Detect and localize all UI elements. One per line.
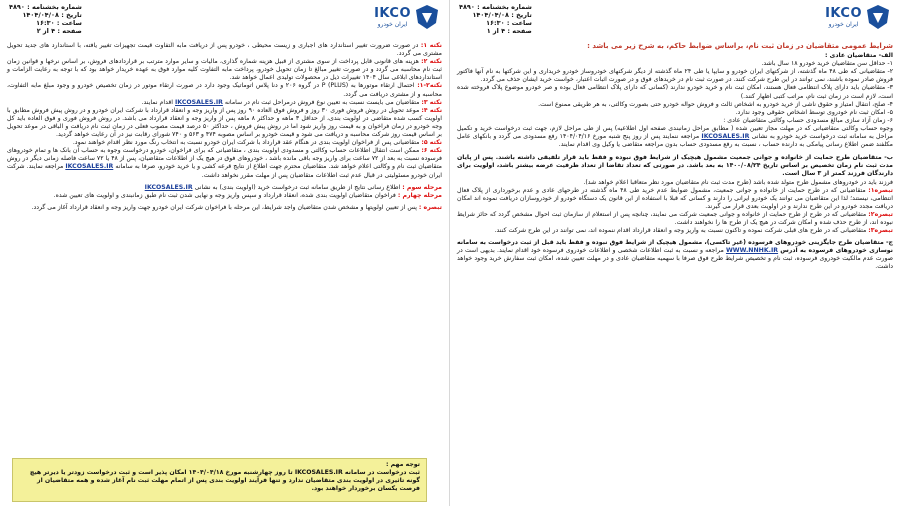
- condition-6-text: وجوه حساب وکالتی متقاضیانی که در مهلت مجاز تعیین شده ( مطابق مراحل زمانبندی صفحه اول اطلاعیه) پس از طی مراحل لازم، جهت ثبت درخواست خرید و تکمیل مراحل به سامانه ثبت درخواست خرید خودرو به نشانی IKCOSALES.IR مراجعه ننمایند پس از روز پنج شنبه مورخ ۱۴۰۴/۰۴/۱۶ رفع مسدودی می گردد و بانکهای عامل مکلفند ضمن اطلاع رسانی پیامکی به دارنده حساب ، نسبت به رفع مسدودی حساب بدون مراجعه متقاضی یا وکیل وی اقدام نمایند.: [457, 124, 893, 149]
- page-number: صفحه : ۴ از ۱: [486, 27, 532, 35]
- condition-1: ۱- حداقل سن متقاضیان خرید خودرو ۱۸ سال باشد.: [761, 60, 893, 68]
- section-a-title: الف- متقاضیان عادی :: [825, 52, 893, 60]
- page-2-content: [7, 42, 442, 212]
- condition-5: ۵- امکان ثبت نام خودروی توسط اشخاص حقوقی وجود ندارد.: [735, 108, 893, 116]
- note-final: تبصره : پس از تعیین اولویتها و مشخص شدن متقاضیان واجد شرایط، این مرحله با فراخوان شرکت ایران خودرو جهت واریز وجه و انعقاد قرارداد آغاز می گردد.: [31, 203, 442, 211]
- document-date: تاریخ : ۱۴۰۴/۰۴/۰۸: [22, 11, 82, 19]
- note-2: نکته ۲: هزینه های قانونی قابل پرداخت از سوی مشتری از قبیل هزینه شماره گذاری، مالیات و سایر موارد مترتب بر قراردادهای فروش، بر اساس نرخها و قوانین زمان ثبت نام محاسبه می گردد و در صورت تغییر مبالغ تا زمان تحویل خودرو، پرداخت مابه التفاوت کلیه موارد فوق به عهده خریدار خواهد بود که با توجه به رعایت الزامات و استانداردهای ابلاغی سال ۱۴۰۴ تغییرات ذیل در محصولات تولیدی اعمال خواهد شد.: [7, 58, 442, 82]
- section-b-title: ب- متقاضیان طرح حمایت از خانواده و جوانی جمعیت مشمول هیچیک از شرایط فوق نبوده و فقط باید قرار تلفیقی داشته باشند. پس از پایان مدت ثبت نام زمان تخصیص بر اساس تاریخ ۱۴۰۰/۰۸/۲۴ به بعد باشد. در صورتی که تعداد تقاضا از تعداد ظرفیت عرضه بیشتر باشد، اولویت برای دارندگان فرزند کمتر از ۳ سال است.: [457, 154, 893, 178]
- document-time: ساعت : ۱۶:۳۰: [36, 19, 82, 27]
- conditions-heading: شرایط عمومی متقاضیان در زمان ثبت نام، براساس ضوابط حاکم، به شرح زیر می باشد :: [587, 42, 893, 50]
- note-1: نکته ۱: در صورت ضرورت تغییر استاندارد های اجباری و زیست محیطی ، خودرو پس از دریافت مابه التفاوت قیمت تجهیزات تغییر یافته، با استاندارد های جدید تحویل مشتری می گردد.: [7, 42, 442, 58]
- note-6: نکته ۶: ممکن است انتقال اطلاعات حساب وکالتی و مسدودی اولویت بندی ، متقاضیانی که برای فراخوان، خودرو درخواست وجوه به حساب آن بانک ها و تمام خودروهای فرسوده نسبت به بعد از ۷۲ ساعت برای واریز وجه باقی مانده باشد ، خودروهای فوق در هیچ یک از اطلاعات متقاضیان، پس از ۴۸ یا ۷۲ ساعت فاصله زمانی دیگر در روش متقاضیان ثبت نام و وکالتی اعلام خواهد شد. متقاضیان محترم جهت اطلاع از نتایج قرعه کشی و یا خرید خودرو، صرفا به سامانه IKCOSALES.IR مراجعه نمایند. شرکت ایران خودرو مسئولیتی در قبال عدم ثبت اطلاعات متقاضیان پس از مهلت مقرر نخواهد داشت.: [7, 147, 442, 179]
- page-header: [457, 2, 893, 42]
- document-time: ساعت : ۱۶:۳۰: [486, 19, 532, 27]
- ikcosales-link[interactable]: IKCOSALES.IR: [175, 98, 223, 106]
- ikco-shield-icon: [865, 4, 891, 30]
- ikcosales-link[interactable]: IKCOSALES.IR: [701, 133, 750, 141]
- document-date: تاریخ : ۱۴۰۴/۰۴/۰۸: [472, 11, 532, 19]
- note-5: نکته ۵: متقاضیانی پس از فراخوان اولویت بندی در هنگام عقد قرارداد با شرکت ایران خودرو نسبت به انتخاب رنگ مورد نظر اقدام خواهند نمود.: [72, 139, 442, 147]
- logo-subtext: ایران خودرو: [377, 21, 408, 28]
- page-header: [7, 2, 442, 42]
- note-4: نکته ۴: موعد تحویل در روش فروش فوری ۳۰ روز و فروش فوق العاده ۹۰ روز پس از واریز وجه و انعقاد قرارداد با شرکت ایران خودرو و در روش پیش فروش مطابق با اولویت کسب شده متقاضی در اولویت بندی، از حداقل ۳ ماهه و حداکثر ۸ ماهه پس از واریز وجه و انعقاد قرارداد می باشد. در روش فروش فوری و فوق العاده باید کل وجه خودرو در زمان فراخوان و به قیمت روز واریز شود اما در روش پیش فروش ، حداکثر ۵۰ درصد قیمت مصوب فعلی در زمان ثبت نام دریافت و الباقی در موعد تحویل بر اساس قیمت روز شرکت محاسبه و دریافت می شود و قیمت خودرو بر اساس مصوبه ۴۷۴ و ۵۶۳ و ۷۴۰ شورای رقابت نیز در آن رعایت خواهد گردید.: [7, 106, 443, 139]
- condition-6: ۶- زمان آزاد سازی مبالغ مسدودی حساب وکالتی متقاضیان عادی :: [723, 116, 893, 124]
- condition-2: ۲- متقاضیانی که طی ۴۸ ماه گذشته، از شرکتهای ایران خودرو و سایپا یا طی ۲۴ ماه گذشته از دیگر شرکتهای خودروساز خودرو خریداری و این شرکتها به نام آنها فاکتور فروش صادر نموده باشند، نمی توانند در این طرح شرکت کنند. در صورت ثبت نام در خریدهای فوق و در صورت اثبات اعتبار، خواست خرید ایشان حذف می گردد.: [457, 68, 894, 84]
- condition-3: ۳- متقاضیان باید دارای پلاک انتظامی فعال هستند، امکان ثبت نام و خرید خودرو ندارند (کسانی که دارای پلاک انتظامی فعال بوده و صر خودرو موضوع پلاک فروخته شده است، لازم است در زمان ثبت نام، مراتب کتبی اظهار کنند.): [457, 84, 893, 100]
- ikcosales-link[interactable]: IKCOSALES.IR: [144, 183, 193, 191]
- condition-4: ۴- صلح، انتقال امتیاز و حقوق ناشی از خرید خودرو به اشخاص ثالث و فروش حواله خودرو حتی بصورت وکالتی، به هر طریقی ممنوع است.: [538, 100, 893, 108]
- note-2-1: نکته۲-۱: احتمال ارتقاء موتورها به (PLUS) P در گروه ۲۰۶ و دنا پلاس اتوماتیک وجود دارد در صورت ارتقاء موتور در زمان تخصیص خودرو و وجود مبلغ مابه التفاوت، محاسبه و از مشتری دریافت می گردد.: [7, 82, 443, 98]
- important-notice-box: [12, 458, 427, 502]
- logo-subtext: ایران خودرو: [828, 21, 859, 28]
- nnhk-link[interactable]: WWW.NNHK.IR: [725, 247, 779, 255]
- ikcosales-link[interactable]: IKCOSALES.IR: [65, 163, 114, 171]
- logo-text: IKCO: [374, 6, 411, 21]
- section-c: ج- متقاضیان طرح جایگزینی خودروهای فرسوده (غیر تاکسی)، مشمول هیچیک از شرایط فوق نبوده و فقط باید قبل از ثبت درخواست به سامانه نوسازی خودروهای فرسوده به آدرس WWW.NNHK.IR مراجعه و نسبت به ثبت اطلاعات شخصی و اطلاعات خودروی فرسوده خود اقدام نمایند. بدیهی است در صورت عدم مالکیت خودروی فرسوده، ثبت نام و تخصیص شرایط طرح فوق صرفا با سهمیه متقاضیان عادی و در مهلت تعیین شده، امکان ثبت سفارش خرید وجود خواهد داشت.: [457, 239, 893, 271]
- document-page-1: [450, 0, 900, 506]
- circular-number: شماره بخشنامه : ۴۸۹۰: [9, 3, 82, 11]
- document-meta: [459, 3, 532, 35]
- notice-text: ثبت درخواست در سامانه IKCOSALES.IR تا روز چهارشنبه مورخ ۱۴۰۴/۰۴/۱۸ امکان پذیر است و ثبت درخواست زودتر یا دیرتر هیچ گونه تاثیری در اولویت بندی متقاضیان ندارد و تنها فرآیند اولویت بندی پس از اتمام مهلت ثبت نام آغاز شده و همه متقاضیان از فرصت یکسان برخوردار خواهند بود.: [29, 469, 420, 492]
- note-3: نکته ۳: متقاضیان می بایست نسبت به تعیین نوع فروش درمراحل ثبت نام در سامانه IKCOSALES.IR اقدام نمایند.: [141, 98, 442, 106]
- section-b-note: فرزند باید در خودروهای مشمول طرح متولد شده باشد (طرح مدت ثبت نام متقاضیان مورد نظر متعاقبا اعلام خواهد شد).: [583, 178, 893, 186]
- page-number: صفحه : ۴ از ۲: [36, 27, 82, 35]
- tabsare-2: تبصره۲: متقاضیانی که در طرح از طرح حمایت از خانواده و جوانی جمعیت شرکت می نمایند، چنانچه پس از استعلام از سازمان ثبت احوال مشخص گردد که حائز شرایط نبوده اند، از طرح حذف شده و امکان شرکت در هیچ یک از طرح ها را نخواهند داشت.: [457, 210, 894, 226]
- page-1-content: [457, 42, 893, 272]
- ikco-logo: [825, 4, 891, 30]
- ikco-logo: [374, 4, 440, 30]
- ikco-shield-icon: [414, 4, 440, 30]
- circular-number: شماره بخشنامه : ۴۸۹۰: [459, 3, 532, 11]
- tabsare-3: تبصره۳: متقاضیانی که در طرح های قبلی شرکت نموده و تاکنون نسبت به واریز وجه و انعقاد قرارداد اقدام ننموده اند، نمی توانند در این طرح شرکت کنند.: [494, 227, 893, 235]
- stage-4: مرحله چهارم : فراخوان متقاضیان اولویت بندی شده، انعقاد قرارداد و سپس واریز وجه و نهایی شدن ثبت نام طبق زمانبندی و اولویت های تعیین شده.: [53, 191, 442, 199]
- logo-text: IKCO: [825, 6, 862, 21]
- document-meta: [9, 3, 82, 35]
- stage-3: مرحله سوم : اطلاع رسانی نتایج از طریق سامانه ثبت درخواست خرید (اولویت بندی) به نشانی IKCOSALES.IR: [144, 183, 442, 191]
- tabsare-1: تبصره۱: متقاضیانی که در طرح حمایت از خانواده و جوانی جمعیت، مشمول ضوابط عدم خرید طی ۴۸ ماه گذشته در طرحهای عادی و عدم برخورداری از پلاک فعال انتظامی، نیستند؛ لذا این متقاضیان می توانند یک خودرو ایرانی را دارند و کسانی که قبلا با استفاده از این قانون یک دستگاه خودرو از خودروسازان دریافت نموده اند امکان دریافت مجدد خودرو در این طرح ندارند و در اولویت بعدی قرار می گیرند.: [457, 186, 893, 210]
- notice-title: توجه مهم :: [386, 461, 420, 468]
